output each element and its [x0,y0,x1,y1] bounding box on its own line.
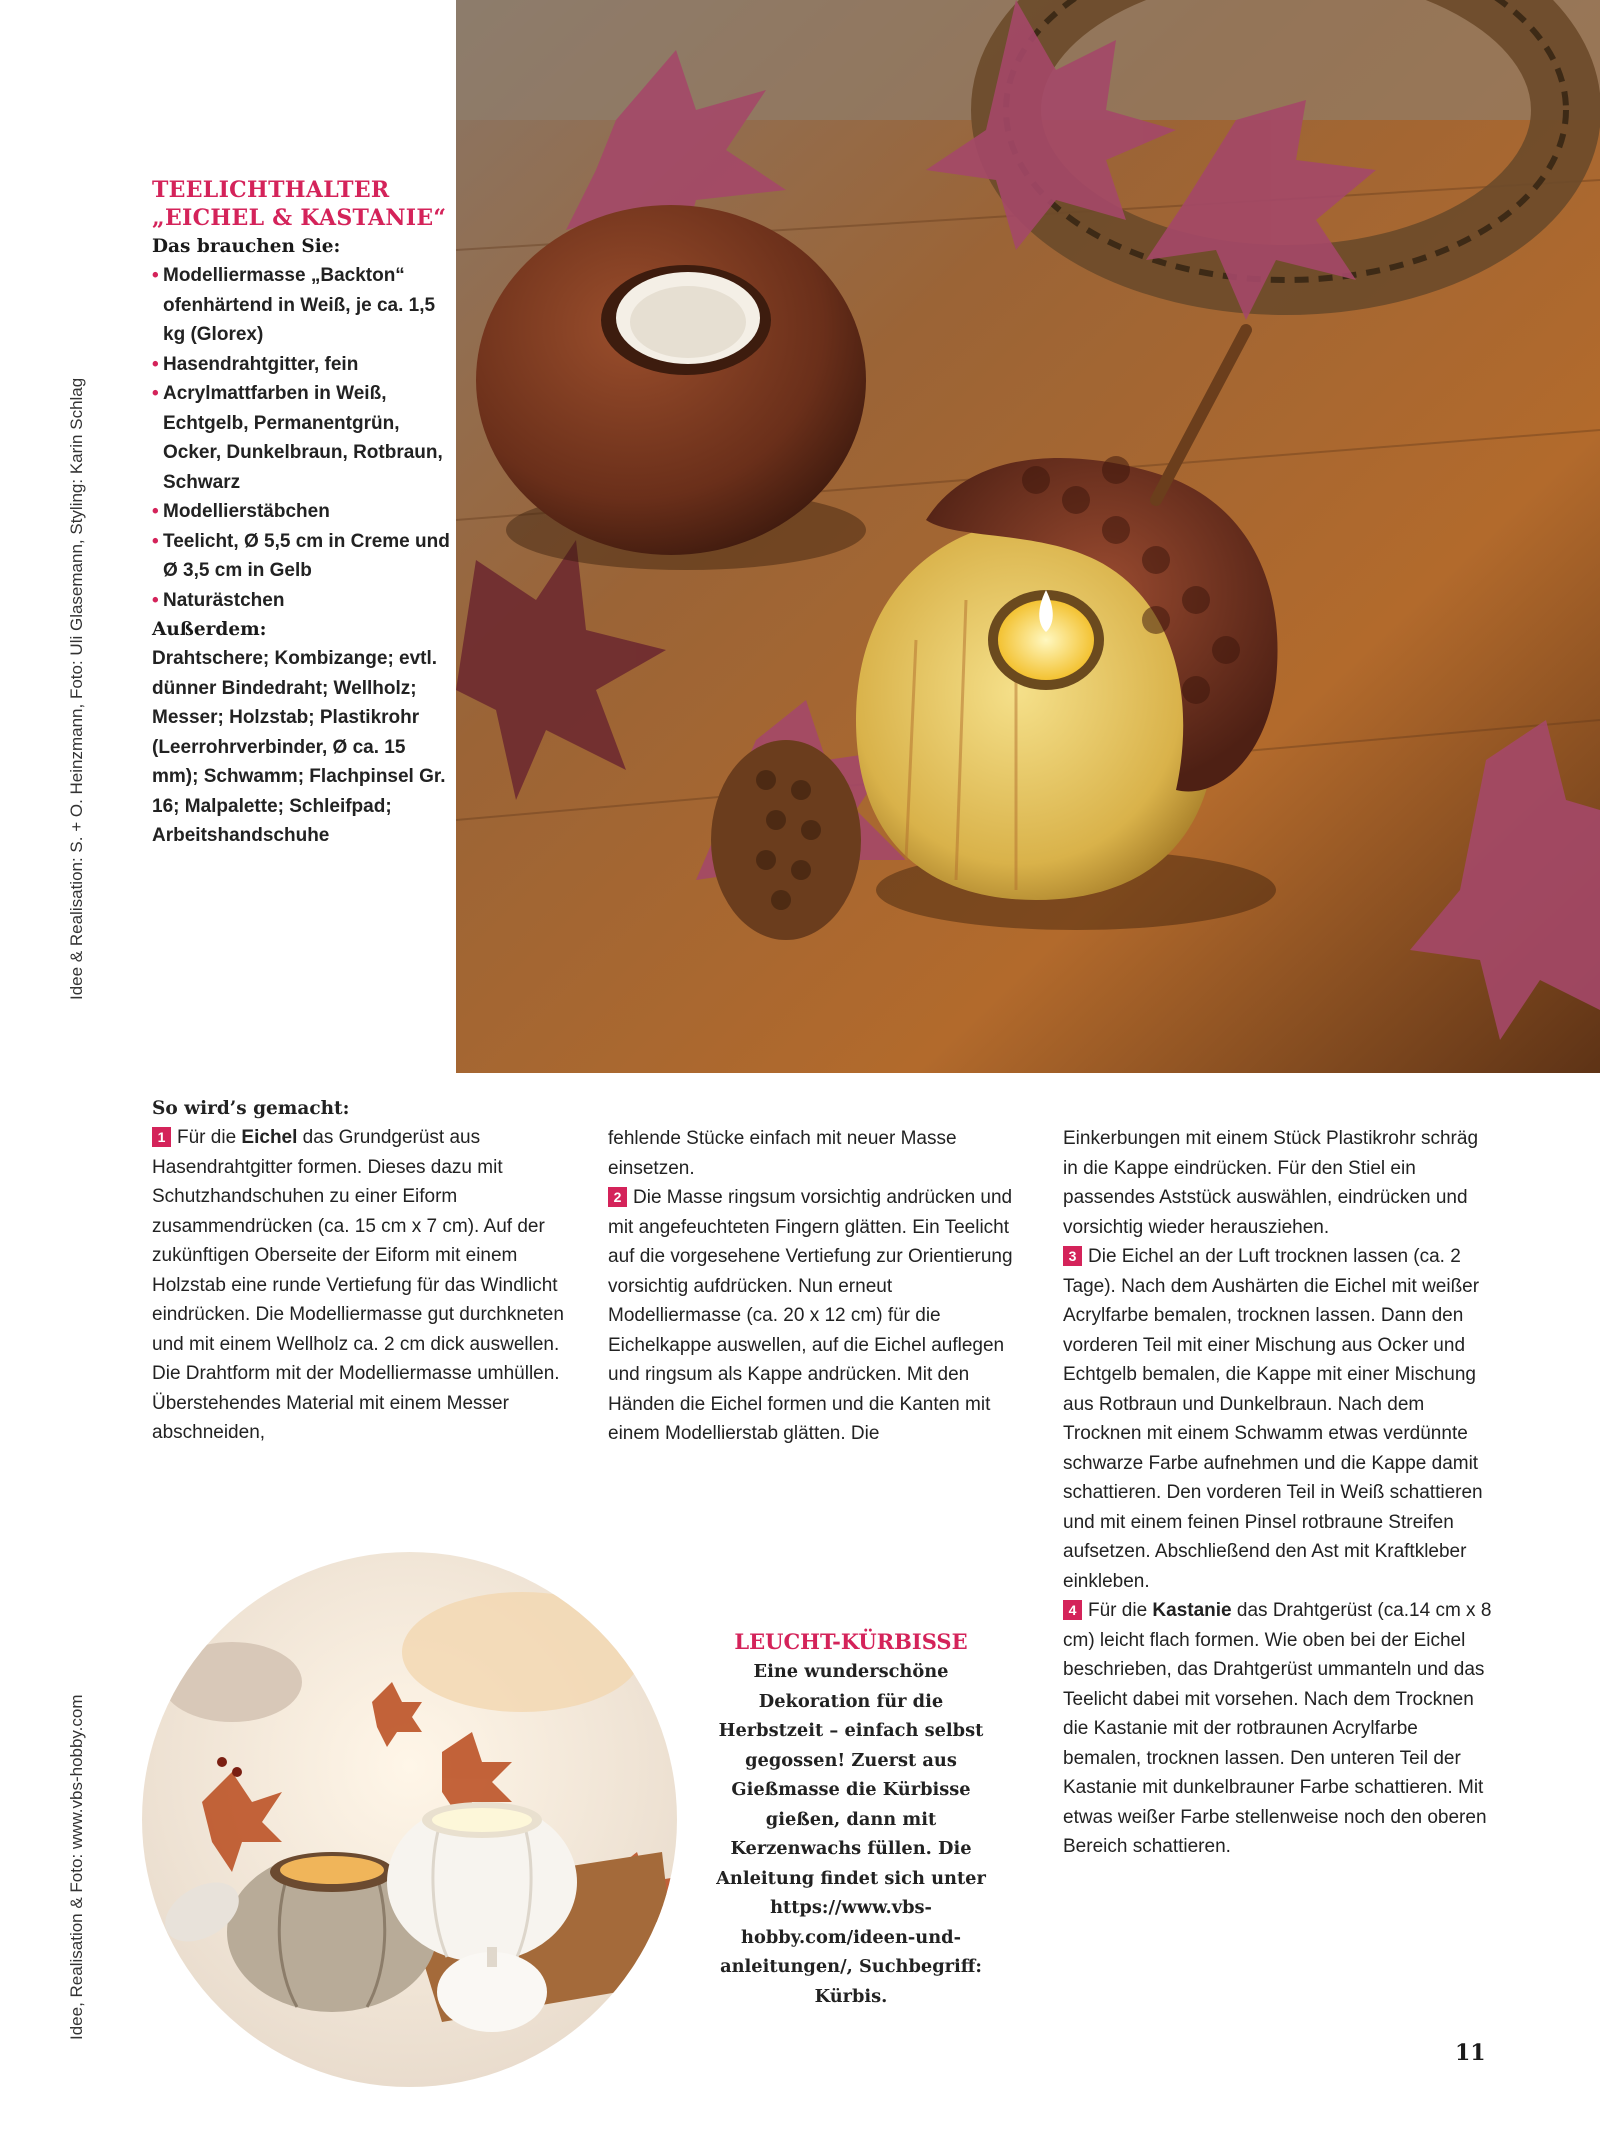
material-item: • Modellierstäbchen [152,497,452,527]
step-1: 1 Für die Eichel das Grundgerüst aus Hasendrahtgitter formen. Dieses dazu mit Schutzhandschuhen zu einer Eiform zusammendrücken (ca. 15 cm x 7 cm). Auf der zukünftigen Oberseite der Eiform mit einem Holzstab eine runde Vertiefung für das Windlicht eindrücken. Die Modelliermasse gut durchkneten und mit einem Wellholz ca. 2 cm dick auswellen. Die Drahtform mit der Modelliermasse umhüllen. Überstehendes Material mit einem Messer abschneiden, [152,1127,564,1443]
materials-box [152,176,452,851]
step-number-badge: 3 [1063,1246,1082,1266]
pumpkin-photo [142,1552,677,2087]
extra-materials: Drahtschere; Kombizange; evtl. dünner Bindedraht; Wellholz; Messer; Holzstab; Plastikrohr (Leerrohrverbinder, Ø ca. 15 mm); Schwamm; Flachpinsel Gr. 16; Malpalette; Schleifpad; Arbeitshandschuhe [152,648,446,846]
material-item: • Acrylmattfarben in Weiß, Echtgelb, Permanentgrün, Ocker, Dunkelbraun, Rotbraun, Schwarz [152,379,452,497]
sidebar-box [716,1627,986,2011]
project-title: TEELICHTHALTER [152,177,390,203]
step-number-badge: 2 [608,1187,627,1207]
instructions-column-1 [152,1094,572,1448]
step-3: 3 Die Eichel an der Luft trocknen lassen (ca. 2 Tage). Nach dem Aushärten die Eichel mit weißer Acrylfarbe bemalen, trocknen lassen. Dann den vorderen Teil mit einer Mischung aus Ocker und Echtgelb bemalen, die Kappe mit einer Mischung aus Rotbraun und Dunkelbraun. Nach dem Trocknen mit einem Schwamm etwas verdünnte schwarze Farbe aufnehmen und die Kappe damit schattieren. Den vorderen Teil in Weiß schattieren und mit einem feinen Pinsel rotbraune Streifen aufsetzen. Abschließend den Ast mit Kraftkleber einkleben. [1063,1246,1483,1592]
project-title-subline: „EICHEL & KASTANIE“ [152,205,447,231]
sidebar-text: Eine wunderschöne Dekoration für die Herbstzeit – einfach selbst gegossen! Zuerst aus Gießmasse die Kürbisse gießen, dann mit Kerzenwachs füllen. Die Anleitung findet sich unter https://www.vbs-hobby.com/ideen-und-anleitungen/, Suchbegriff: Kürbis. [716,1661,986,2007]
step-2: 2 Die Masse ringsum vorsichtig andrücken und mit angefeuchteten Fingern glätten. Ein Teelicht auf die vorgesehene Vertiefung zur Orientierung vorsichtig aufdrücken. Nun erneut Modelliermasse (ca. 20 x 12 cm) für die Eichelkappe auswellen, auf die Eichel auflegen und ringsum als Kappe andrücken. Mit den Händen die Eichel formen und die Kanten mit einem Modellierstab glätten. Die [608,1187,1013,1444]
instructions-column-3 [1063,1124,1493,1862]
photo-credit-bottom: Idee, Realisation & Foto: www.vbs-hobby.com [67,1694,86,2040]
page-number: 11 [1455,2040,1486,2066]
sidebar-title: LEUCHT-KÜRBISSE [734,1629,968,1654]
material-item: • Hasendrahtgitter, fein [152,350,452,380]
step-number-badge: 4 [1063,1600,1082,1620]
step-2-continued: Einkerbungen mit einem Stück Plastikrohr schräg in die Kappe eindrücken. Für den Stiel ein passendes Aststück auswählen, eindrücken und vorsichtig wieder herausziehen. [1063,1128,1479,1238]
needed-heading: Das brauchen Sie: [152,236,341,257]
step-4: 4 Für die Kastanie das Drahtgerüst (ca.14 cm x 8 cm) leicht flach formen. Wie oben bei der Eichel beschrieben, das Drahtgerüst ummanteln und das Teelicht dabei mit vorsehen. Nach dem Trocknen die Kastanie mit der rotbraunen Acrylfarbe bemalen, trocknen lassen. Den unteren Teil der Kastanie mit dunkelbrauner Farbe schattieren. Mit etwas weißer Farbe stellenweise noch den oberen Bereich schattieren. [1063,1600,1492,1857]
extra-heading: Außerdem: [152,619,267,640]
hero-photo [456,0,1600,1073]
material-item: • Naturästchen [152,586,452,616]
photo-credit-top: Idee & Realisation: S. + O. Heinzmann, Foto: Uli Glasemann, Styling: Karin Schlag [67,377,86,1000]
step-number-badge: 1 [152,1127,171,1147]
materials-list [152,261,452,615]
material-item: • Modelliermasse „Backton“ ofenhärtend in Weiß, je ca. 1,5 kg (Glorex) [152,261,452,350]
material-item: • Teelicht, Ø 5,5 cm in Creme und Ø 3,5 cm in Gelb [152,527,452,586]
step-1-continued: fehlende Stücke einfach mit neuer Masse einsetzen. [608,1128,957,1179]
instructions-column-2 [608,1124,1028,1449]
instructions-heading: So wird’s gemacht: [152,1098,350,1119]
